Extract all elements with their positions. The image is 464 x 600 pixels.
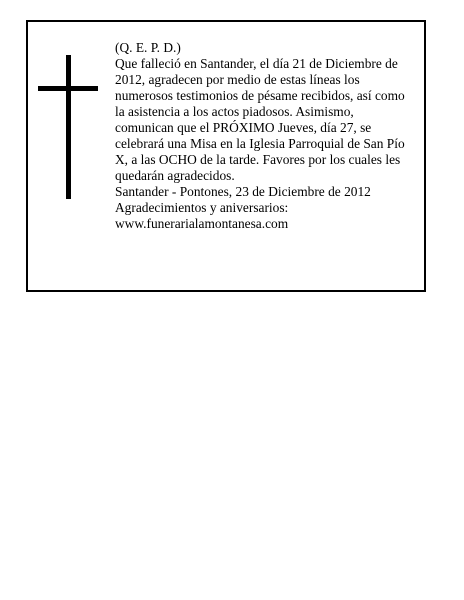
notice-footer-label: Agradecimientos y aniversarios: — [115, 200, 289, 215]
cross-vertical-bar — [66, 55, 71, 199]
cross-horizontal-bar — [38, 86, 98, 91]
notice-website: www.funerarialamontanesa.com — [115, 216, 289, 231]
notice-header: (Q. E. P. D.) — [115, 40, 181, 55]
notice-place-date: Santander - Pontones, 23 de Diciembre de 2012 — [115, 184, 371, 199]
latin-cross-icon — [38, 55, 98, 199]
notice-text — [115, 40, 415, 232]
notice-body: Que falleció en Santander, el día 21 de Diciembre de 2012, agradecen por medio de estas líneas los numerosos testimonios de pésame recibidos, así como la asistencia a los actos piadosos. Asimismo, comunican que el PRÓXIMO Jueves, día 27, se celebrará una Misa en la Iglesia Parroquial de San Pío X, a las OCHO de la tarde. Favores por los cuales les quedarán agradecidos. — [115, 56, 405, 183]
obituary-notice — [26, 20, 426, 292]
